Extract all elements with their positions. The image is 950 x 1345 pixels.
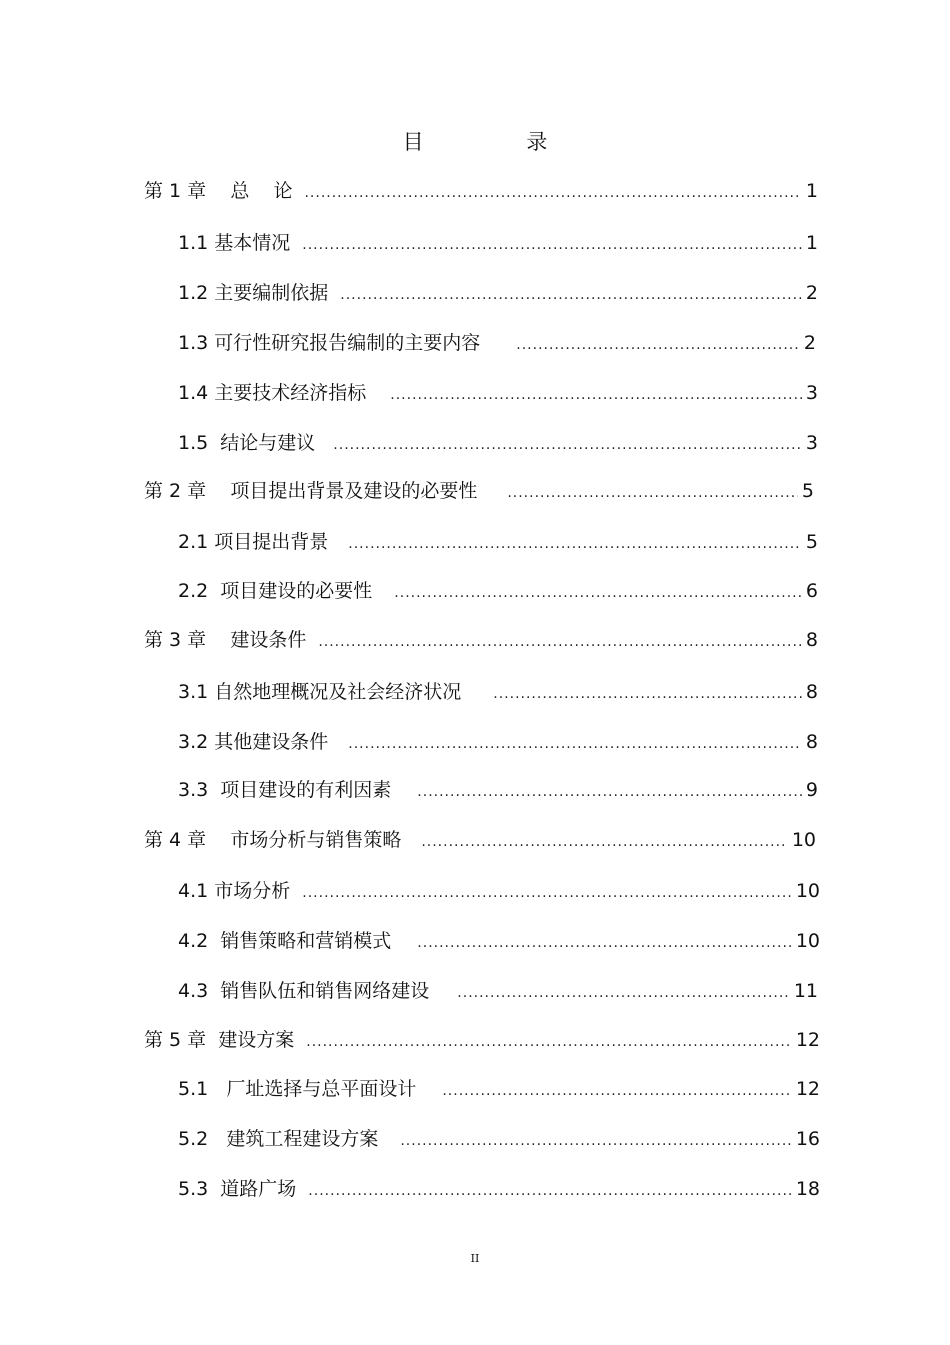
toc-entry-label: 5.1 厂址选择与总平面设计 xyxy=(178,1078,417,1100)
toc-entry-label: 第 5 章 建设方案 xyxy=(144,1029,295,1051)
toc-entry-page: 12 xyxy=(795,1029,820,1051)
toc-entry-section-1-2[interactable] xyxy=(178,279,818,307)
toc-dot-leader xyxy=(394,579,802,607)
toc-entry-label: 1.2 主要编制依据 xyxy=(178,282,329,304)
toc-entry-section-4-2[interactable] xyxy=(178,927,820,955)
toc-entry-section-3-2[interactable] xyxy=(178,728,818,756)
toc-entry-label: 1.4 主要技术经济指标 xyxy=(178,382,367,404)
toc-dot-leader xyxy=(308,1177,792,1205)
toc-dot-leader xyxy=(302,879,792,907)
toc-dot-leader xyxy=(417,929,792,957)
toc-entry-page: 10 xyxy=(795,880,820,902)
toc-entry-section-3-1[interactable] xyxy=(178,678,818,706)
toc-dot-leader xyxy=(340,281,802,309)
toc-entry-chapter-4[interactable] xyxy=(144,826,816,854)
toc-dot-leader xyxy=(333,431,802,459)
toc-entry-label: 第 2 章 项目提出背景及建设的必要性 xyxy=(144,480,478,502)
toc-entry-section-5-2[interactable] xyxy=(178,1125,820,1153)
toc-dot-leader xyxy=(318,628,802,656)
toc-entry-page: 5 xyxy=(801,480,814,502)
toc-entry-section-5-1[interactable] xyxy=(178,1075,820,1103)
toc-entry-page: 5 xyxy=(805,531,818,553)
toc-entry-label: 2.2 项目建设的必要性 xyxy=(178,580,373,602)
toc-title: 目 录 xyxy=(402,130,596,154)
toc-dot-leader xyxy=(442,1077,791,1105)
toc-dot-leader xyxy=(507,479,798,507)
toc-entry-page: 16 xyxy=(795,1128,820,1150)
toc-entry-label: 1.1 基本情况 xyxy=(178,232,291,254)
toc-dot-leader xyxy=(400,1127,791,1155)
toc-entry-chapter-2[interactable] xyxy=(144,477,814,505)
toc-entry-section-5-3[interactable] xyxy=(178,1175,820,1203)
toc-dot-leader xyxy=(493,680,802,708)
toc-dot-leader xyxy=(457,979,790,1007)
toc-dot-leader xyxy=(304,179,801,207)
toc-entry-page: 10 xyxy=(795,930,820,952)
toc-entry-label: 第 4 章 市场分析与销售策略 xyxy=(144,829,402,851)
toc-entry-page: 8 xyxy=(805,681,818,703)
toc-entry-label: 1.3 可行性研究报告编制的主要内容 xyxy=(178,332,481,354)
toc-entry-page: 2 xyxy=(805,282,818,304)
toc-dot-leader xyxy=(390,381,802,409)
toc-entry-section-1-1[interactable] xyxy=(178,229,818,257)
toc-dot-leader xyxy=(421,828,787,856)
toc-entry-label: 1.5 结论与建议 xyxy=(178,432,316,454)
toc-entry-chapter-5[interactable] xyxy=(144,1026,820,1054)
toc-entry-label: 4.2 销售策略和营销模式 xyxy=(178,930,392,952)
toc-entry-page: 9 xyxy=(805,779,818,801)
toc-entry-page: 2 xyxy=(803,332,816,354)
toc-entry-chapter-3[interactable] xyxy=(144,626,818,654)
toc-entry-page: 3 xyxy=(805,432,818,454)
toc-entry-label: 第 3 章 建设条件 xyxy=(144,629,307,651)
toc-entry-label: 4.1 市场分析 xyxy=(178,880,291,902)
toc-dot-leader xyxy=(348,530,802,558)
toc-entry-page: 12 xyxy=(795,1078,820,1100)
toc-dot-leader xyxy=(302,231,802,259)
toc-entry-section-4-3[interactable] xyxy=(178,977,818,1005)
footer-page-number: II xyxy=(470,1252,480,1265)
toc-entry-label: 3.1 自然地理概况及社会经济状况 xyxy=(178,681,462,703)
toc-entry-label: 2.1 项目提出背景 xyxy=(178,531,329,553)
toc-entry-section-4-1[interactable] xyxy=(178,877,820,905)
toc-entry-label: 4.3 销售队伍和销售网络建设 xyxy=(178,980,430,1002)
toc-dot-leader xyxy=(348,730,802,758)
toc-dot-leader xyxy=(417,778,802,806)
toc-entry-section-2-1[interactable] xyxy=(178,528,818,556)
toc-entry-section-1-5[interactable] xyxy=(178,429,818,457)
toc-entry-label: 5.3 道路广场 xyxy=(178,1178,297,1200)
toc-entry-chapter-1[interactable] xyxy=(144,177,818,205)
toc-entry-page: 1 xyxy=(805,232,818,254)
toc-entry-page: 8 xyxy=(805,629,818,651)
toc-entry-label: 3.3 项目建设的有利因素 xyxy=(178,779,392,801)
toc-dot-leader xyxy=(306,1028,792,1056)
toc-entry-page: 18 xyxy=(795,1178,820,1200)
toc-entry-page: 1 xyxy=(805,180,818,202)
toc-entry-page: 6 xyxy=(805,580,818,602)
toc-dot-leader xyxy=(516,331,800,359)
toc-entry-section-1-3[interactable] xyxy=(178,329,816,357)
toc-entry-page: 11 xyxy=(793,980,818,1002)
toc-entry-label: 5.2 建筑工程建设方案 xyxy=(178,1128,379,1150)
toc-entry-page: 3 xyxy=(805,382,818,404)
toc-entry-page: 8 xyxy=(805,731,818,753)
toc-entry-label: 3.2 其他建设条件 xyxy=(178,731,329,753)
toc-entry-section-3-3[interactable] xyxy=(178,776,818,804)
toc-entry-section-2-2[interactable] xyxy=(178,577,818,605)
toc-entry-page: 10 xyxy=(791,829,816,851)
toc-entry-section-1-4[interactable] xyxy=(178,379,818,407)
toc-entry-label: 第 1 章 总 论 xyxy=(144,180,293,202)
